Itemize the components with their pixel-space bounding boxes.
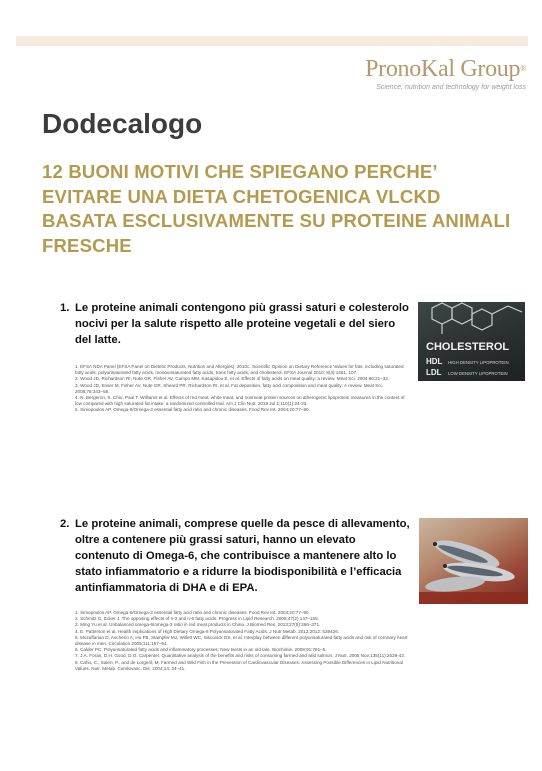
registered-mark: ®	[520, 64, 526, 73]
reference-list	[75, 610, 410, 672]
pronokal-logo	[365, 56, 526, 91]
reference-item: 8. Cahu, C., Salen, P., and de Lorgeril, M. Farmed and Wild Fish in the Prevention of Cardiovascular Diseases: Assessing Possible Differences in Lipid Nutritional Values. Nutr. Metab. Cardiovasc. Dis. 2004;14, 34–41.	[75, 659, 403, 671]
reference-item: 1. Simopoulos AP. Omega-6/Omega-3 essential fatty acid ratio and chronic diseases. Food Rev Int. 2004;20:77–90.	[75, 610, 310, 615]
hdl-description: HIGH DENSITY LIPOPROTEIN	[448, 360, 509, 365]
header-bar	[16, 36, 528, 46]
reference-item: 6. Calder PC. Polyunsaturated fatty acids and inflammatory processes: New twists in an old tale. Biochimie. 2009;91:791–5.	[75, 647, 327, 653]
fish-photo	[419, 518, 528, 604]
reference-item: 1. EFSA NDA Panel (EFSA Panel on Dietetic Products, Nutrition and Allergies), 2010c. Scientific Opinion on Dietary Reference Values for fats, including saturated fatty acids, polyunsaturated fatty acids, monounsaturated fatty acids, trans fatty acids, and cholesterol. EFSA Journal 2010; 8(3):1461, 107.	[75, 364, 404, 376]
reference-item: 2. Schmitz G, Ecker J. The opposing effects of n-3 and n-6 fatty acids. Progress in Lipid Research. 2008;47(2):147–155.	[75, 616, 319, 622]
molecule-illustration	[418, 302, 525, 381]
reference-item: 5. Mozaffarian D, Ascherio A, Hu FB, Stampfer MJ, Willett WC, Siscovick DS, et al. Interplay between different polyunsaturated fatty acids and risk of coronary heart disease in men. Circulation 2005;111:157–64.	[75, 634, 408, 647]
reason-item-1	[60, 300, 410, 414]
page-title: Dodecalogo	[42, 108, 203, 139]
item-text: Le proteine animali, comprese quelle da pesce di allevamento, oltre a contenere più grassi saturi, hanno un elevato contenuto di Omega-6, che contribuisce a mantenere alto lo stato infiammatorio e a ridurre la biodisponibilità e l’efficacia antinfiammatoria di DHA e di EPA.	[75, 518, 410, 594]
reference-item: 3. Ming Yu et al. Unbalanced omega-6/omega-3 ratio in red meat products in China. J Biomed Res. 2013;27(5):366–371.	[75, 622, 321, 628]
logo-tagline: Science, nutrition and technology for weight loss	[376, 84, 526, 91]
fish-illustration	[419, 518, 528, 604]
reference-item: 4. E. Patterson et al. Health implications of High Dietary Omega-6 Polyunsaturated Fatty Acids. J Nutr Metab. 2012;2012: 539426.	[75, 628, 340, 634]
ldl-description: LOW DENSITY LIPOPROTEIN	[448, 371, 508, 376]
item-text: Le proteine animali contengono più grassi saturi e colesterolo nocivi per la salute rispetto alle proteine vegetali e del siero del latte.	[75, 302, 409, 346]
cholesterol-chalkboard-image	[418, 302, 525, 381]
hdl-label: HDL	[426, 357, 443, 366]
reference-list	[75, 364, 410, 414]
reference-item: 3. Wood JD, Enser M, Fisher AV, Nute GR, Sheard PR, Richardson RI, et al. Fat deposition, fatty acid composition and meat quality: A review. Meat Sci. 2008;78:343–58.	[75, 382, 383, 394]
item-number: 2.	[60, 518, 70, 530]
cholesterol-label: CHOLESTEROL	[426, 341, 510, 353]
page-subtitle: 12 BUONI MOTIVI CHE SPIEGANO PERCHE’ EVITARE UNA DIETA CHETOGENICA VLCKD BASATA ESCLUSIVAMENTE SU PROTEINE ANIMALI FRESCHE	[42, 161, 511, 256]
logo-wordmark: PronoKal Group	[365, 56, 521, 82]
reference-item: 4. N. Bergeron, S. Chiu, Paul T. Williams et al. Effects of red meat, white meat, and nonmeat protein sources on atherogenic lipoprotein measures in the context of low compared with high saturated fat intake: a randomized controlled trial. Am J Clin Nutr. 2019 Jul 1;110(1):24-33.	[75, 395, 405, 407]
reference-item: 2. Wood JD, Richardson RI, Nute GR, Fisher AV, Campo MM, Kasapidou E, et al. Effects of fatty acids on meat quality: a review. Meat Sci. 2004;66:21–32.	[75, 376, 390, 382]
item-number: 1.	[60, 302, 70, 314]
reference-item: 7. J.A. Foran, D.H. Good, D.O. Carpenter. Quantitative analysis of the benefits and risks of consuming farmed and wild salmon. J Nutr. 2005 Nov;135(11):2639-43.	[75, 653, 406, 659]
reason-item-2	[60, 516, 410, 672]
reference-item: 5. Simopoulos AP. Omega-6/Omega-3 essential fatty acid ratio and chronic diseases. Food Rev Int. 2004;20:77–90.	[75, 407, 310, 413]
ldl-label: LDL	[426, 368, 442, 377]
